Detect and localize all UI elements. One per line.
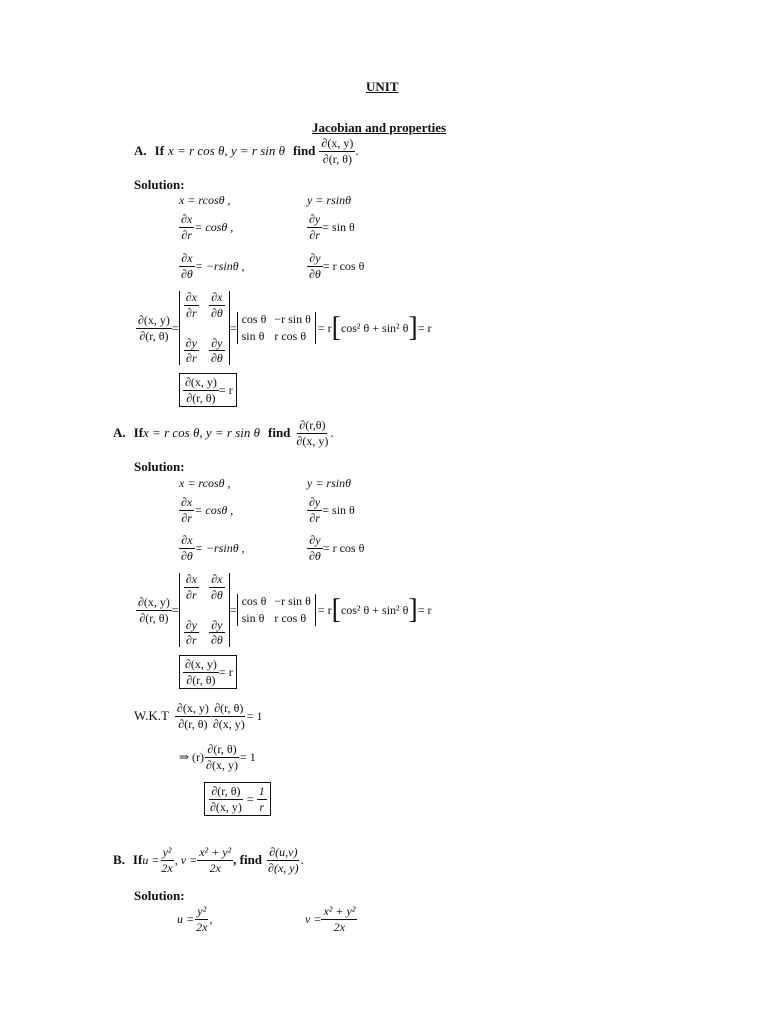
dx-dr: $\frac{\partial x}{\partial r}$ = cosθ , xyxy=(181,212,234,242)
problem-label: A. xyxy=(134,143,147,159)
u-definition: u = $\frac{\text{y²}}{2x}$ , xyxy=(177,904,213,934)
dy-dr: $\frac{\partial y}{\partial r}$ = sin θ xyxy=(309,495,355,525)
condition: x = r cos θ, y = r sin θ xyxy=(168,143,286,159)
boxed-inverse-result: $\frac{\partial(r, \theta)}{\partial(x, y)}$ = $\frac{1}{r}$ xyxy=(204,782,271,816)
page-title: UNIT xyxy=(366,79,399,94)
trig-determinant: cos θ −r sin θ sin θ r cos θ xyxy=(237,594,316,626)
x-definition: x = rcosθ , xyxy=(179,476,231,490)
v-definition: v = $\frac{\text{x² + y²}}{2x}$ xyxy=(305,904,356,934)
y-definition: y = rsinθ xyxy=(307,476,351,490)
boxed-result-1: $\frac{\partial(x, y)}{\partial(r, \theta)}$ = r xyxy=(179,373,237,407)
dy-dtheta: $\frac{\partial y}{\partial\theta}$ = r cos θ xyxy=(309,251,365,281)
find-word: find xyxy=(293,143,316,159)
target-jacobian: $\frac{\partial(x, y)}{\partial(r, \theta)}$ xyxy=(321,136,354,166)
y-definition: y = rsinθ xyxy=(307,193,351,207)
problem-a1: A. If x = r cos θ, y = r sin θ find $\frac{\partial(x, y)}{\partial(r, \theta)}$ . xyxy=(134,136,359,166)
dx-dtheta: $\frac{\partial x}{\partial\theta}$ = −rsinθ , xyxy=(181,251,245,281)
problem-b: B. If u = $\frac{\text{y²}}{2x}$ , v = $\frac{\text{x² + y²}}{2x}$ , find $\frac{\partial(u,v)}{\partial(x, y)}$ . xyxy=(113,845,304,875)
implication: ⇒ (r) $\frac{\partial(r, \theta)}{\partial(x, y)}$ = 1 xyxy=(179,742,256,772)
boxed-result-2: $\frac{\partial(x, y)}{\partial(r, \theta)}$ = r xyxy=(179,655,237,689)
wkt-identity: W.K.T $\frac{\partial(x, y)}{\partial(r, \theta)}$ $\frac{\partial(r, \theta)}{\partial(x, y)}$ = 1 xyxy=(134,701,263,731)
section-subtitle: Jacobian and properties xyxy=(312,120,447,135)
dy-dr: $\frac{\partial y}{\partial r}$ = sin θ xyxy=(309,212,355,242)
solution-label: Solution: xyxy=(134,888,185,903)
dx-dr: $\frac{\partial x}{\partial r}$ = cosθ , xyxy=(181,495,234,525)
solution-label: Solution: xyxy=(134,177,185,192)
problem-a2: A. If x = r cos θ, y = r sin θ find $\frac{\partial(r,\theta)}{\partial(x, y)}$ . xyxy=(113,418,334,448)
x-definition: x = rcosθ , xyxy=(179,193,231,207)
partial-derivative-determinant: $\frac{\partial x}{\partial r}$ $\frac{\partial x}{\partial\theta}$ $\frac{\partial y}{\partial r}$ $\frac{\partial y}{\partial\theta}$ xyxy=(179,573,230,647)
trig-determinant: cos θ −r sin θ sin θ r cos θ xyxy=(237,312,316,344)
jacobian-equation: $\frac{\partial(x, y)}{\partial(r, \theta)}$ = $\frac{\partial x}{\partial r}$ $\frac{\partial x}{\partial\theta}$ $\frac{\partial y}{\partial r}$ $\frac{\partial y}{\partial\theta}$ = cos θ −r sin θ sin θ r cos θ = r [ cos² θ + sin² θ ] = r xyxy=(138,572,432,648)
dy-dtheta: $\frac{\partial y}{\partial\theta}$ = r cos θ xyxy=(309,533,365,563)
partial-derivative-determinant: $\frac{\partial x}{\partial r}$ $\frac{\partial x}{\partial\theta}$ $\frac{\partial y}{\partial r}$ $\frac{\partial y}{\partial\theta}$ xyxy=(179,291,230,365)
if-word: If xyxy=(154,143,165,159)
solution-label: Solution: xyxy=(134,459,185,474)
jacobian-equation: $\frac{\partial(x, y)}{\partial(r, \theta)}$ = $\frac{\partial x}{\partial r}$ $\frac{\partial x}{\partial\theta}$ $\frac{\partial y}{\partial r}$ $\frac{\partial y}{\partial\theta}$ = cos θ −r sin θ sin θ r cos θ = r [ cos² θ + sin² θ ] = r xyxy=(138,290,432,366)
dx-dtheta: $\frac{\partial x}{\partial\theta}$ = −rsinθ , xyxy=(181,533,245,563)
